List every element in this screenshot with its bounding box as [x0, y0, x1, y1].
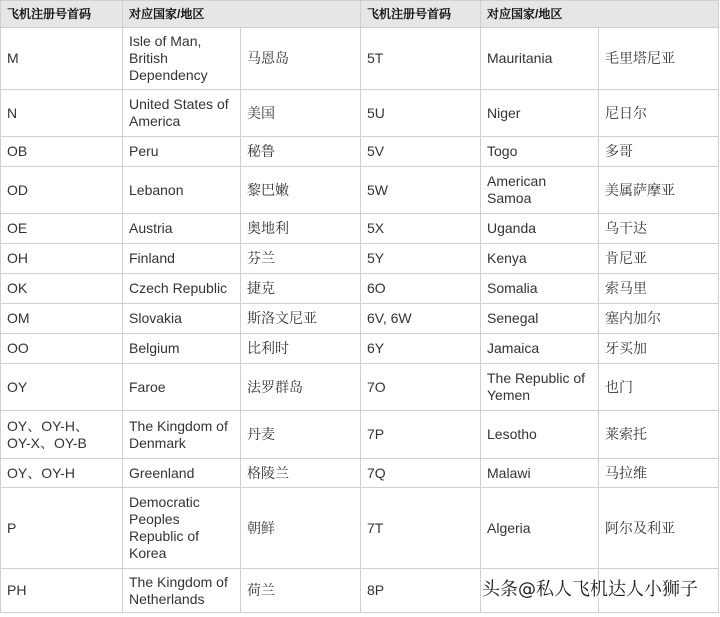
country-en-left-cell	[123, 569, 241, 613]
country-zh-left-text: 朝鲜	[247, 519, 275, 536]
table-header-row	[1, 1, 719, 28]
reg-prefix-left-text: OM	[7, 310, 30, 326]
reg-prefix-right-cell	[361, 244, 481, 274]
reg-prefix-right-text: 6Y	[367, 340, 385, 356]
reg-prefix-left-text: OE	[7, 220, 28, 236]
reg-prefix-left-cell	[1, 90, 123, 137]
country-en-left-cell	[123, 90, 241, 137]
country-zh-right-text: 尼日尔	[605, 104, 647, 121]
country-en-right-text: The Republic of Yemen	[487, 370, 586, 403]
reg-prefix-left-text: OD	[7, 181, 28, 198]
table-row	[1, 304, 719, 334]
reg-prefix-left-text: OO	[7, 340, 29, 356]
country-zh-right-cell	[599, 244, 719, 274]
reg-prefix-right-cell	[361, 334, 481, 364]
reg-prefix-right-text: 5X	[367, 220, 385, 236]
country-en-right-cell	[481, 334, 599, 364]
country-zh-left-cell	[241, 459, 361, 488]
reg-prefix-left-cell	[1, 459, 123, 488]
reg-prefix-right-cell	[361, 364, 481, 411]
country-en-left-text: Lebanon	[129, 181, 184, 198]
country-en-right-text: Lesotho	[487, 426, 537, 442]
country-en-right-text: Algeria	[487, 519, 531, 536]
country-zh-right-text: 肯尼亚	[605, 250, 647, 266]
reg-prefix-left-cell	[1, 167, 123, 214]
country-zh-left-cell	[241, 214, 361, 244]
country-en-left-text: The Kingdom of Netherlands	[129, 573, 228, 607]
country-zh-left-text: 格陵兰	[247, 464, 289, 481]
country-zh-left-text: 斯洛文尼亚	[247, 310, 317, 326]
country-en-right-cell	[481, 214, 599, 244]
reg-prefix-left-text: OY	[7, 378, 28, 395]
country-zh-right-text: 多哥	[605, 143, 633, 159]
reg-prefix-left-cell	[1, 28, 123, 90]
country-zh-right-cell	[599, 304, 719, 334]
reg-prefix-left-text: PH	[7, 582, 27, 598]
reg-prefix-right-cell	[361, 569, 481, 613]
reg-prefix-right-cell	[361, 167, 481, 214]
country-en-left-text: Peru	[129, 143, 159, 159]
reg-prefix-left-cell	[1, 304, 123, 334]
country-zh-left-text: 黎巴嫩	[247, 181, 289, 198]
country-zh-left-cell	[241, 137, 361, 167]
country-en-left-cell	[123, 167, 241, 214]
country-en-right-cell	[481, 90, 599, 137]
country-en-right-text: Uganda	[487, 220, 537, 236]
country-en-left-cell	[123, 244, 241, 274]
table-row	[1, 244, 719, 274]
country-zh-right-text: 塞内加尔	[605, 310, 661, 326]
country-en-right-text: Somalia	[487, 280, 538, 296]
country-zh-left-cell	[241, 167, 361, 214]
table-row	[1, 90, 719, 137]
country-zh-right-text: 莱索托	[605, 426, 647, 442]
country-en-left-cell	[123, 488, 241, 569]
country-en-right-cell	[481, 274, 599, 304]
country-zh-left-cell	[241, 411, 361, 459]
country-zh-right-cell	[599, 214, 719, 244]
table-row	[1, 167, 719, 214]
country-zh-left-cell	[241, 244, 361, 274]
country-zh-left-text: 法罗群岛	[247, 378, 303, 395]
country-en-left-text: Finland	[129, 250, 175, 266]
reg-prefix-right-text: 7T	[367, 519, 384, 536]
reg-prefix-left-text: OK	[7, 280, 28, 296]
country-zh-left-text: 马恩岛	[247, 50, 289, 66]
country-en-left-text: Democratic Peoples Republic of Korea	[129, 494, 200, 561]
reg-prefix-left-cell	[1, 137, 123, 167]
country-zh-right-text: 乌干达	[605, 220, 647, 236]
country-zh-left-cell	[241, 334, 361, 364]
table-row	[1, 274, 719, 304]
country-en-right-text: American Samoa	[487, 173, 547, 206]
country-zh-right-cell	[599, 167, 719, 214]
reg-prefix-left-text: N	[7, 104, 18, 121]
country-zh-right-text: 索马里	[605, 280, 647, 296]
reg-prefix-right-text: 5T	[367, 50, 384, 66]
reg-prefix-left-text: OH	[7, 250, 28, 266]
reg-prefix-left-text: M	[7, 50, 19, 66]
country-en-right-cell	[481, 244, 599, 274]
country-en-right-text: Niger	[487, 104, 521, 121]
country-en-right-cell	[481, 364, 599, 411]
country-en-right-text: Togo	[487, 143, 518, 159]
country-en-right-cell	[481, 167, 599, 214]
reg-prefix-left-cell	[1, 364, 123, 411]
country-en-right-text: Kenya	[487, 250, 527, 266]
reg-prefix-left-text: P	[7, 519, 17, 536]
country-zh-right-cell	[599, 274, 719, 304]
reg-prefix-right-text: 7P	[367, 426, 385, 442]
country-zh-right-cell	[599, 459, 719, 488]
watermark: 头条@私人飞机达人小狮子	[482, 579, 698, 600]
country-zh-right-text: 毛里塔尼亚	[605, 50, 675, 66]
reg-prefix-left-cell	[1, 244, 123, 274]
country-en-left-cell	[123, 214, 241, 244]
table-row	[1, 364, 719, 411]
country-zh-left-cell	[241, 569, 361, 613]
country-zh-right-cell	[599, 137, 719, 167]
country-zh-left-text: 捷克	[247, 280, 275, 296]
country-en-right-cell	[481, 459, 599, 488]
country-zh-left-cell	[241, 274, 361, 304]
country-en-left-text: Austria	[129, 220, 173, 236]
country-en-right-text: Senegal	[487, 310, 539, 326]
reg-prefix-left-text: OY、OY-H	[7, 464, 75, 481]
table-body	[1, 28, 719, 613]
country-zh-left-cell	[241, 28, 361, 90]
header-country-right: 对应国家/地区	[481, 1, 719, 28]
reg-prefix-right-text: 6O	[367, 280, 386, 296]
reg-prefix-left-cell	[1, 569, 123, 613]
reg-prefix-right-cell	[361, 90, 481, 137]
table-row	[1, 411, 719, 459]
country-en-left-cell	[123, 304, 241, 334]
country-en-left-cell	[123, 459, 241, 488]
country-zh-right-cell	[599, 28, 719, 90]
country-en-right-cell	[481, 137, 599, 167]
country-en-left-cell	[123, 28, 241, 90]
country-en-right-cell	[481, 28, 599, 90]
country-zh-right-text: 也门	[605, 378, 633, 395]
reg-prefix-right-cell	[361, 28, 481, 90]
country-zh-left-text: 芬兰	[247, 250, 275, 266]
table-row	[1, 334, 719, 364]
country-zh-left-cell	[241, 364, 361, 411]
country-zh-left-text: 美国	[247, 104, 275, 121]
country-zh-left-text: 荷兰	[247, 582, 275, 598]
country-en-right-text: Mauritania	[487, 50, 553, 66]
reg-prefix-left-cell	[1, 488, 123, 569]
reg-prefix-right-text: 7Q	[367, 464, 386, 481]
reg-prefix-left-cell	[1, 411, 123, 459]
country-zh-right-text: 马拉维	[605, 464, 647, 481]
table-row	[1, 214, 719, 244]
reg-prefix-left-cell	[1, 214, 123, 244]
country-zh-left-cell	[241, 304, 361, 334]
country-en-left-text: Faroe	[129, 378, 166, 395]
reg-prefix-right-cell	[361, 411, 481, 459]
reg-prefix-right-cell	[361, 459, 481, 488]
country-zh-right-text: 牙买加	[605, 340, 647, 356]
header-reg-prefix-left: 飞机注册号首码	[1, 1, 123, 28]
table-row	[1, 137, 719, 167]
country-zh-right-text: 美属萨摩亚	[605, 181, 675, 198]
country-en-left-text: The Kingdom of Denmark	[129, 417, 228, 451]
reg-prefix-right-text: 5W	[367, 181, 388, 198]
reg-prefix-right-text: 6V, 6W	[367, 310, 412, 326]
country-zh-left-text: 比利时	[247, 340, 289, 356]
reg-prefix-right-cell	[361, 274, 481, 304]
country-en-left-text: Belgium	[129, 340, 180, 356]
country-en-right-cell	[481, 488, 599, 569]
reg-prefix-right-text: 8P	[367, 582, 385, 598]
country-en-right-text: Jamaica	[487, 340, 540, 356]
country-zh-right-cell	[599, 90, 719, 137]
reg-prefix-right-text: 5U	[367, 104, 385, 121]
country-en-left-cell	[123, 411, 241, 459]
country-en-right-cell	[481, 411, 599, 459]
table-row	[1, 488, 719, 569]
country-zh-right-cell	[599, 334, 719, 364]
country-zh-left-text: 奥地利	[247, 220, 289, 236]
country-en-left-cell	[123, 137, 241, 167]
header-reg-prefix-right: 飞机注册号首码	[361, 1, 481, 28]
reg-prefix-right-text: 5Y	[367, 250, 385, 266]
country-en-left-cell	[123, 334, 241, 364]
reg-prefix-left-cell	[1, 274, 123, 304]
country-zh-left-text: 丹麦	[247, 426, 275, 442]
reg-prefix-right-cell	[361, 137, 481, 167]
country-en-left-cell	[123, 364, 241, 411]
reg-prefix-right-cell	[361, 488, 481, 569]
country-zh-right-cell	[599, 411, 719, 459]
country-en-right-cell	[481, 304, 599, 334]
reg-prefix-left-cell	[1, 334, 123, 364]
country-en-left-cell	[123, 274, 241, 304]
country-zh-left-text: 秘鲁	[247, 143, 275, 159]
country-zh-right-text: 阿尔及利亚	[605, 519, 675, 536]
reg-prefix-left-text: OB	[7, 143, 28, 159]
country-en-left-text: Slovakia	[129, 310, 182, 326]
header-country-left: 对应国家/地区	[123, 1, 361, 28]
reg-prefix-right-cell	[361, 304, 481, 334]
country-en-right-text: Malawi	[487, 464, 531, 481]
country-en-left-text: Czech Republic	[129, 280, 228, 296]
country-en-left-text: United States of America	[129, 96, 229, 129]
reg-prefix-right-text: 5V	[367, 143, 385, 159]
table-row	[1, 459, 719, 488]
country-zh-left-cell	[241, 488, 361, 569]
reg-prefix-left-text: OY、OY-H、OY-X、OY-B	[7, 417, 89, 451]
table-row	[1, 28, 719, 90]
country-en-left-text: Isle of Man, British Dependency	[129, 33, 208, 83]
reg-prefix-right-text: 7O	[367, 378, 386, 395]
country-zh-right-cell	[599, 488, 719, 569]
country-zh-left-cell	[241, 90, 361, 137]
country-zh-right-cell	[599, 364, 719, 411]
country-en-left-text: Greenland	[129, 464, 195, 481]
reg-prefix-right-cell	[361, 214, 481, 244]
